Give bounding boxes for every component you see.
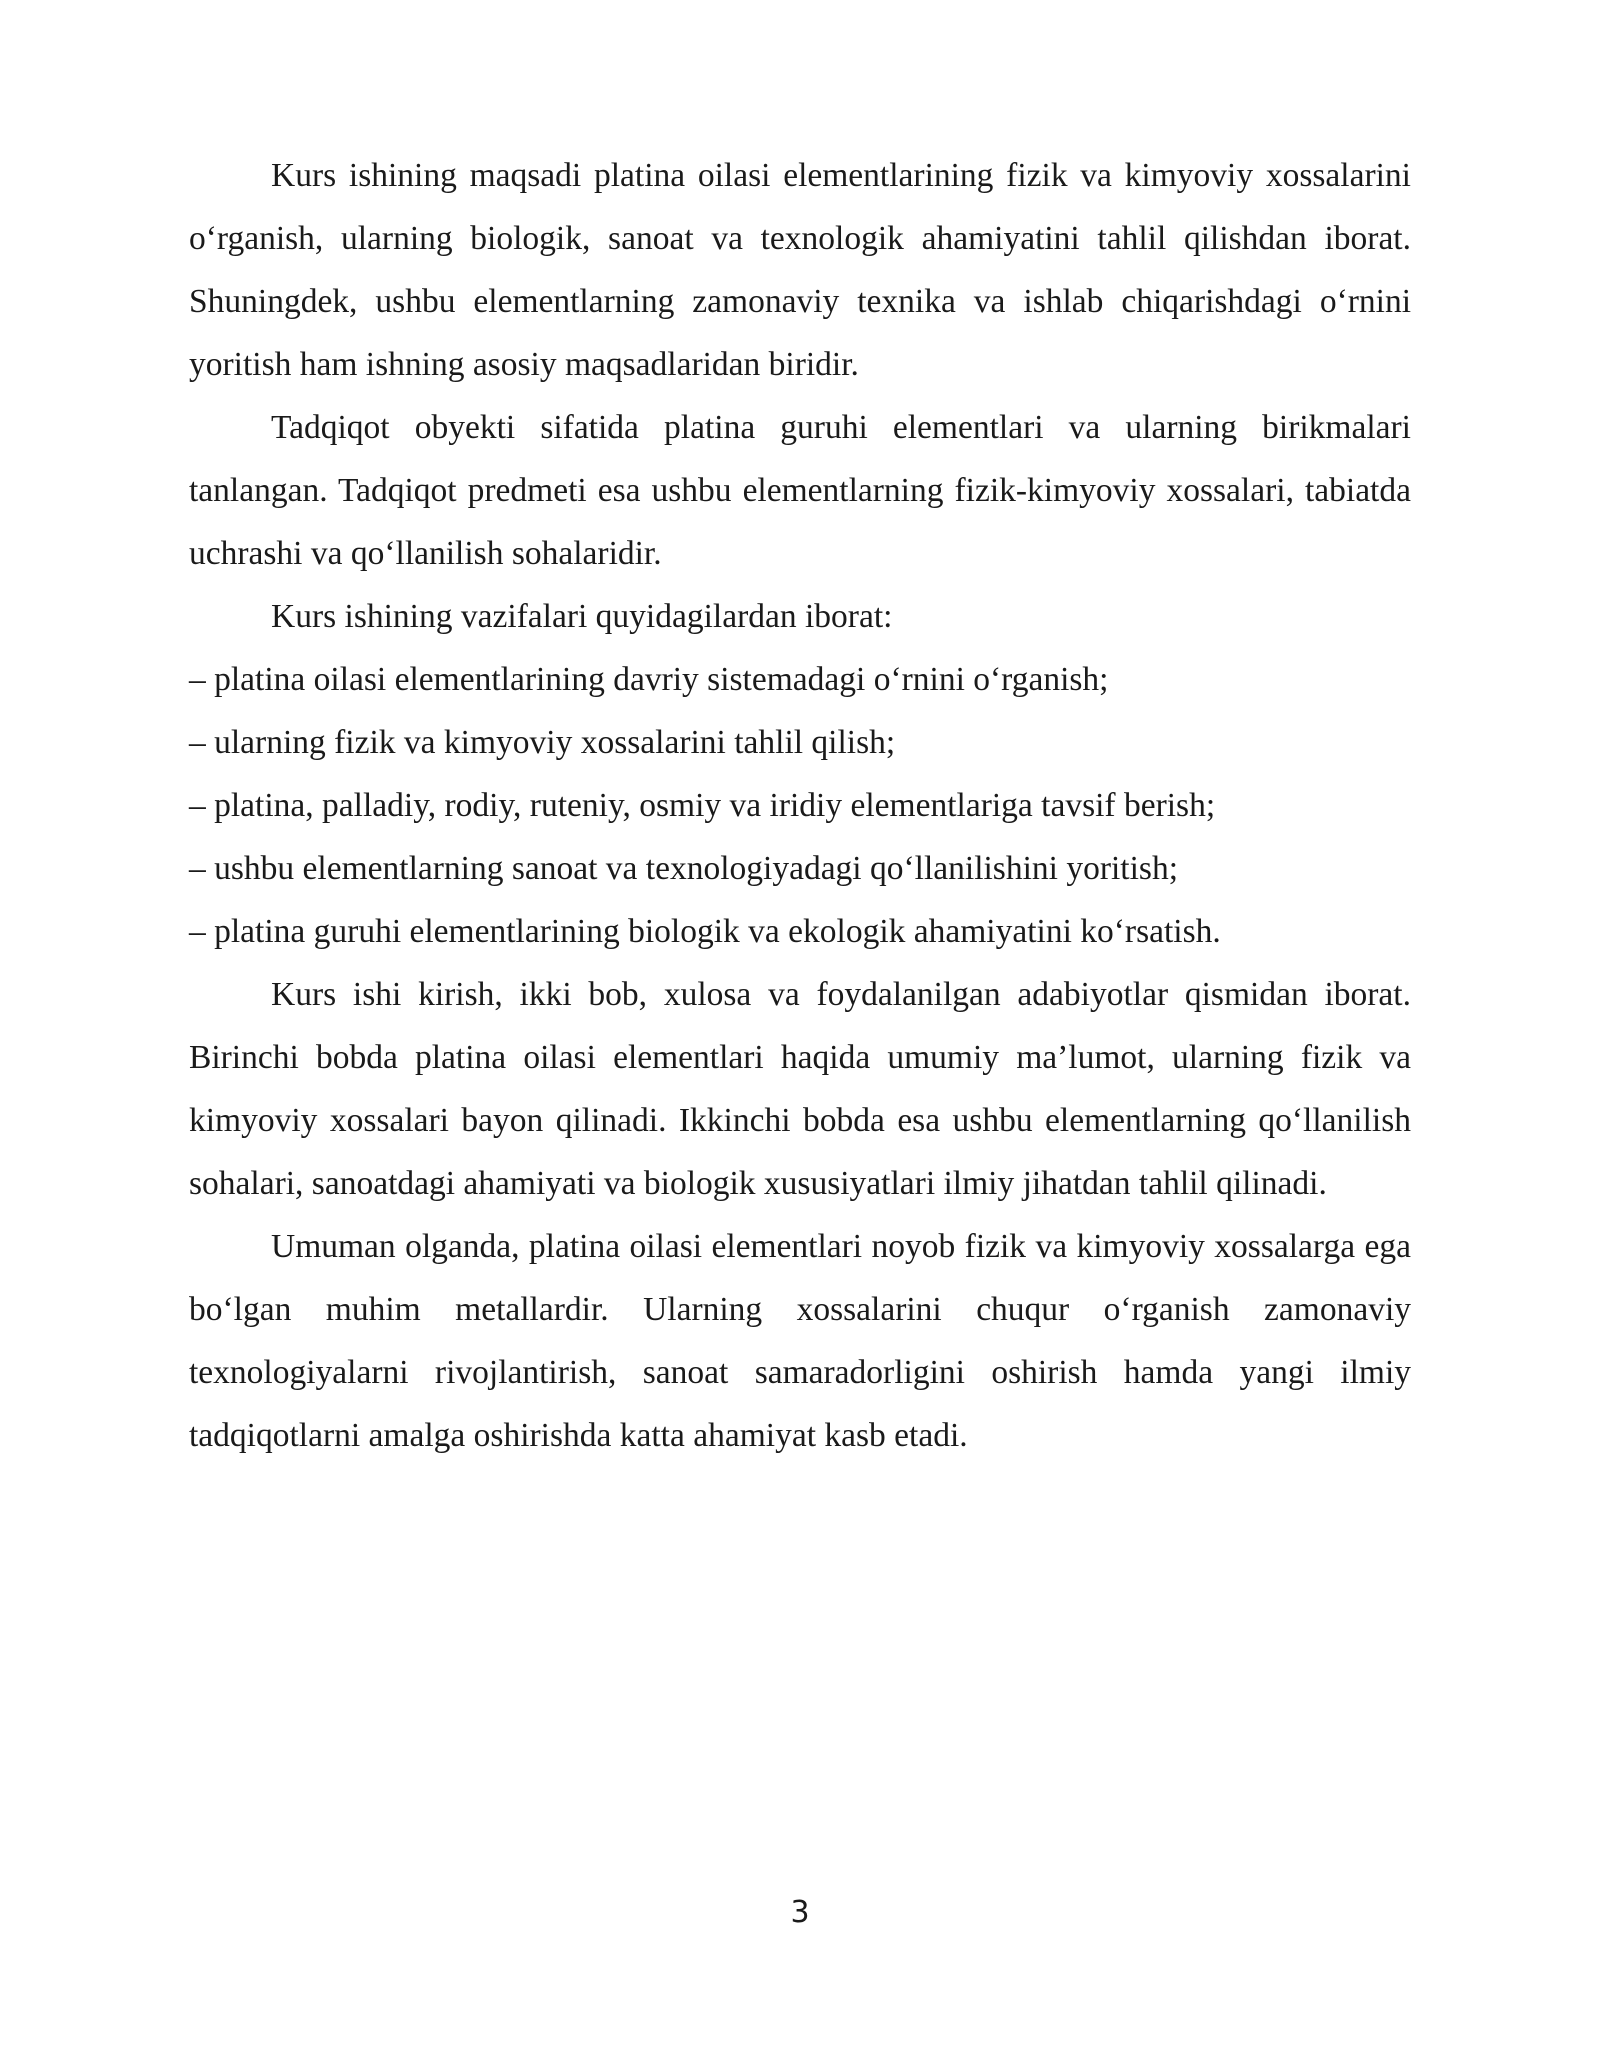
paragraph-structure: Kurs ishi kirish, ikki bob, xulosa va foydalanilgan adabiyotlar qismidan iborat. Birinchi bobda platina oilasi elementlari haqida umumiy ma’lumot, ularning fizik va kimyoviy xossalari bayon qilinadi. Ikkinchi bobda esa ushbu elementlarning qo‘llanilish sohalari, sanoatdagi ahamiyati va biologik xususiyatlari ilmiy jihatdan tahlil qilinadi. bbox=[189, 976, 1411, 1202]
task-list bbox=[189, 648, 1411, 963]
paragraph-conclusion: Umuman olganda, platina oilasi elementlari noyob fizik va kimyoviy xossalarga ega bo‘lgan muhim metallardir. Ularning xossalarini chuqur o‘rganish zamonaviy texnologiyalarni rivojlantirish, sanoat samaradorligini oshirish hamda yangi ilmiy tadqiqotlarni amalga oshirishda katta ahamiyat kasb etadi. bbox=[189, 1228, 1411, 1454]
page-number: 3 bbox=[790, 1895, 810, 1930]
list-item: – platina guruhi elementlarining biologik va ekologik ahamiyatini ko‘rsatish. bbox=[189, 913, 1221, 950]
page-body bbox=[189, 144, 1411, 1467]
paragraph-aim: Kurs ishining maqsadi platina oilasi elementlarining fizik va kimyoviy xossalarini o‘rganish, ularning biologik, sanoat va texnologik ahamiyatini tahlil qilishdan iborat. Shuningdek, ushbu elementlarning zamonaviy texnika va ishlab chiqarishdagi o‘rnini yoritish ham ishning asosiy maqsadlaridan biridir. bbox=[189, 157, 1411, 383]
paragraph-tasks-intro: Kurs ishining vazifalari quyidagilardan iborat: bbox=[271, 598, 893, 635]
paragraph-object: Tadqiqot obyekti sifatida platina guruhi elementlari va ularning birikmalari tanlangan. Tadqiqot predmeti esa ushbu elementlarning fizik-kimyoviy xossalari, tabiatda uchrashi va qo‘llanilish sohalaridir. bbox=[189, 409, 1411, 572]
list-item: – ularning fizik va kimyoviy xossalarini tahlil qilish; bbox=[189, 724, 896, 761]
list-item: – ushbu elementlarning sanoat va texnologiyadagi qo‘llanilishini yoritish; bbox=[189, 850, 1179, 887]
list-item: – platina oilasi elementlarining davriy sistemadagi o‘rnini o‘rganish; bbox=[189, 661, 1109, 698]
list-item: – platina, palladiy, rodiy, ruteniy, osmiy va iridiy elementlariga tavsif berish; bbox=[189, 787, 1216, 824]
